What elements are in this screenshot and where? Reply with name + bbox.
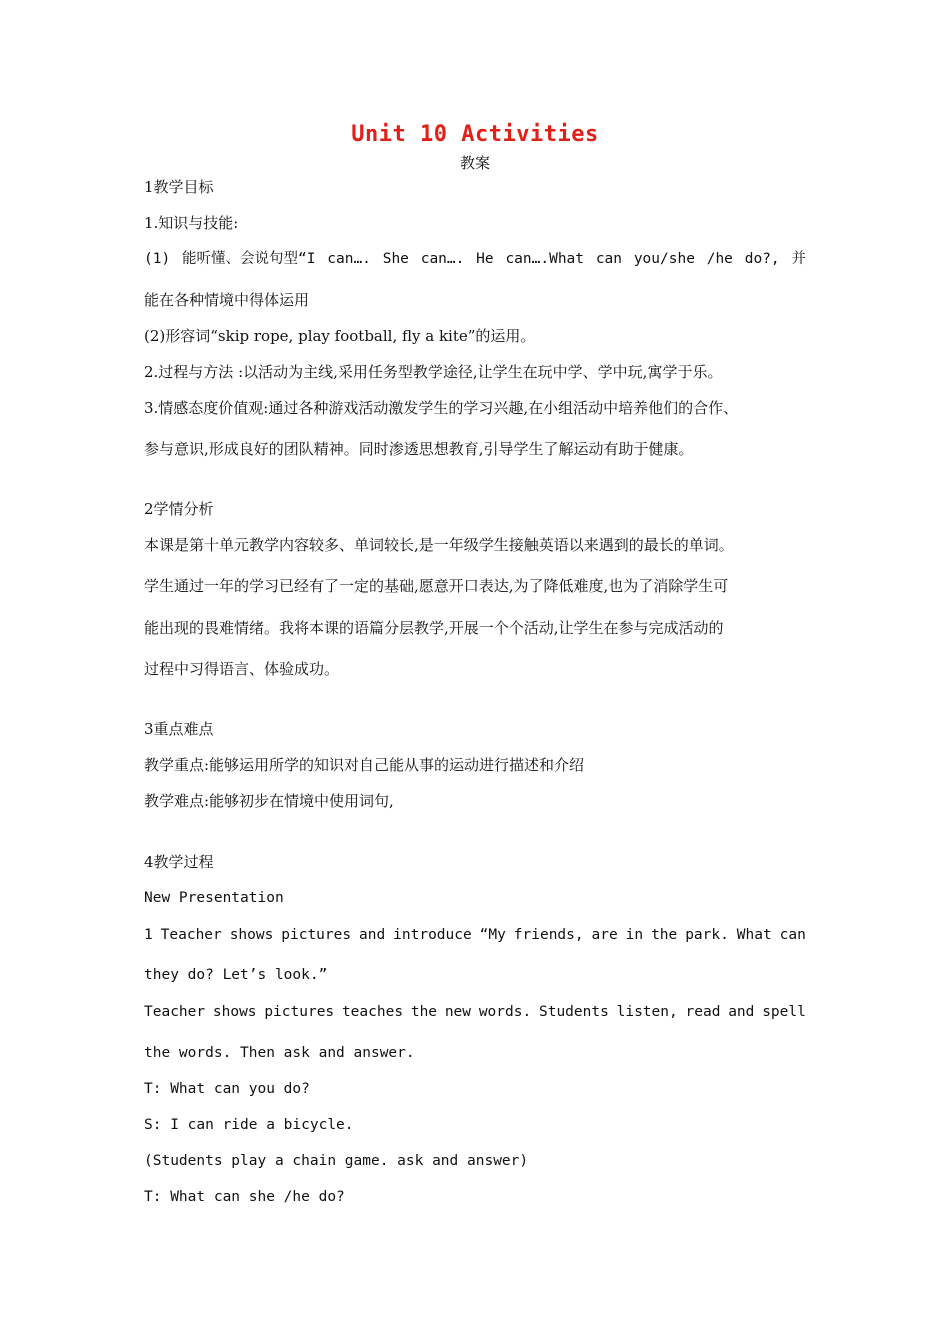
word: in (625, 927, 644, 943)
word: What (736, 927, 772, 943)
word: can (779, 927, 806, 943)
paragraph-line: 教学难点:能够初步在情境中使用词句, (144, 792, 394, 810)
paragraph-line: (Students play a chain game. ask and answer) (144, 1153, 529, 1169)
section-heading-process: 4教学过程 (144, 853, 214, 871)
word: spell (762, 1004, 806, 1020)
word: (1) (144, 251, 171, 267)
word: read (685, 1004, 721, 1020)
paragraph-line: they do? Let’s look.” (144, 967, 328, 983)
word: can…. (420, 251, 465, 267)
subheading-process-methods: 2.过程与方法 :以活动为主线,采用任务型教学途径,让学生在玩中学、学中玩,寓学于乐。 (144, 363, 723, 381)
word: pictures (281, 927, 352, 943)
section-heading-analysis: 2学情分析 (144, 500, 214, 518)
word: She (382, 251, 409, 267)
word: are (591, 927, 618, 943)
paragraph-line (144, 249, 806, 269)
section-heading-key-points: 3重点难点 (144, 720, 214, 738)
word: new (444, 1004, 472, 1020)
paragraph-line: 参与意识,形成良好的团队精神。同时渗透思想教育,引导学生了解运动有助于健康。 (144, 440, 694, 458)
word: park. (685, 927, 729, 943)
paragraph-line: 过程中习得语言、体验成功。 (144, 660, 340, 678)
dialogue-line: S: I can ride a bicycle. (144, 1117, 354, 1133)
subheading-knowledge-skills: 1.知识与技能: (144, 214, 239, 232)
word: introduce (393, 927, 472, 943)
word: listen, (616, 1004, 678, 1020)
word: and (728, 1004, 755, 1020)
dialogue-line: T: What can you do? (144, 1081, 310, 1097)
document-subtitle: 教案 (459, 154, 490, 172)
paragraph-line (144, 1002, 806, 1022)
word: can….What (505, 251, 585, 267)
word: the (410, 1004, 438, 1020)
word: words. (478, 1004, 532, 1020)
paragraph-line: (2)形容词“skip rope, play football, fly a kite”的运用。 (144, 327, 536, 345)
subheading-attitude-values: 3.情感态度价值观:通过各种游戏活动激发学生的学习兴趣,在小组活动中培养他们的合作、 (144, 399, 739, 417)
word: and (359, 927, 386, 943)
dialogue-line: T: What can she /he do? (144, 1189, 345, 1205)
document-title: Unit 10 Activities (351, 122, 599, 147)
word: pictures (264, 1004, 335, 1020)
word: do?, (744, 251, 780, 267)
paragraph-line: the words. Then ask and answer. (144, 1045, 415, 1061)
word: can…. (327, 251, 371, 267)
word: friends, (513, 927, 584, 943)
word: shows (212, 1004, 257, 1020)
word: can (595, 251, 623, 267)
word: /he (706, 251, 733, 267)
paragraph-line: New Presentation (144, 890, 284, 906)
word: you/she (633, 251, 695, 267)
word: Teacher (160, 927, 222, 943)
word: Teacher (144, 1004, 206, 1020)
paragraph-line: 本课是第十单元教学内容较多、单词较长,是一年级学生接触英语以来遇到的最长的单词。 (144, 536, 734, 554)
word: 并 (791, 251, 806, 267)
section-heading-objectives: 1教学目标 (144, 178, 214, 196)
word: “My (479, 927, 506, 943)
word: He (476, 251, 494, 267)
word: 1 (144, 927, 153, 943)
paragraph-line: 能出现的畏难情绪。我将本课的语篇分层教学,开展一个个活动,让学生在参与完成活动的 (144, 619, 724, 637)
word: Students (538, 1004, 609, 1020)
paragraph-line (144, 925, 806, 945)
word: the (651, 927, 678, 943)
paragraph-line: 教学重点:能够运用所学的知识对自己能从事的运动进行描述和介绍 (144, 756, 585, 774)
paragraph-line: 学生通过一年的学习已经有了一定的基础,愿意开口表达,为了降低难度,也为了消除学生可 (144, 577, 729, 595)
word: shows (229, 927, 274, 943)
paragraph-line: 能在各种情境中得体运用 (144, 291, 310, 309)
word: teaches (341, 1004, 404, 1020)
word: 能听懂、会说句型“I (182, 251, 316, 267)
